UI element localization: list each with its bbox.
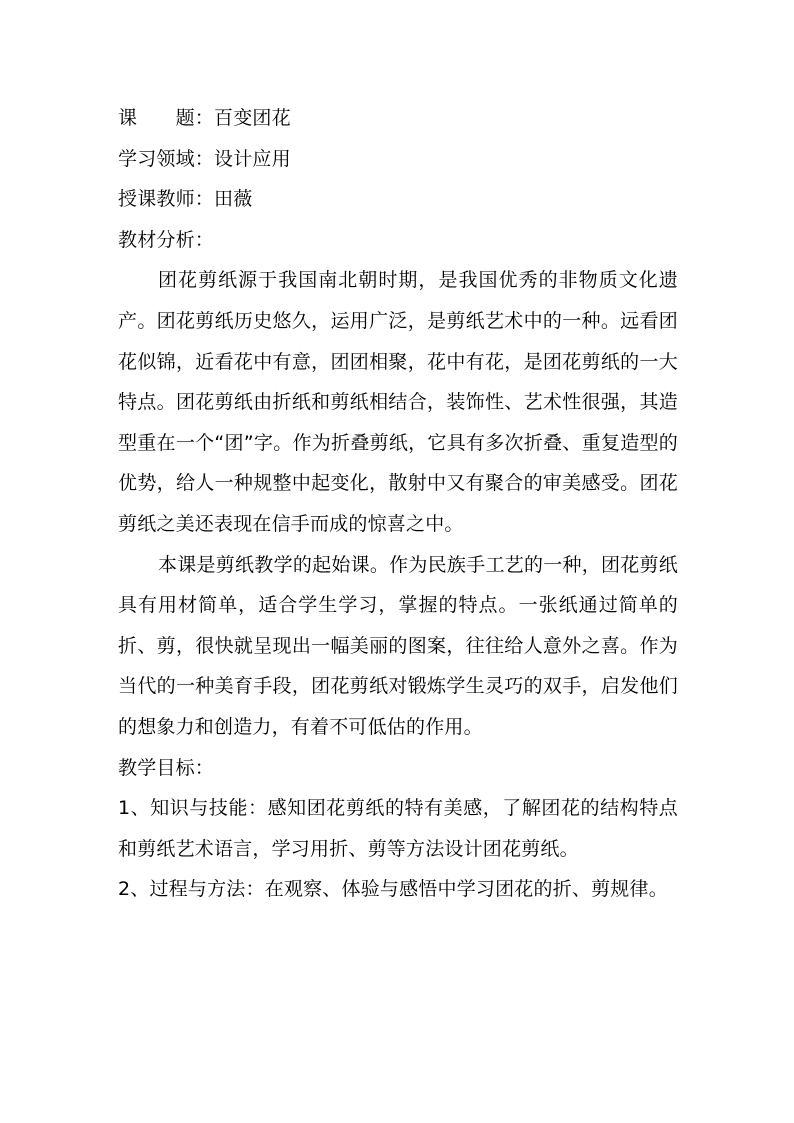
learning-field: 学习领域：设计应用 <box>118 147 291 170</box>
analysis-paragraph-2: 本课是剪纸教学的起始课。作为民族手工艺的一种，团花剪纸具有用材简单，适合学生学习，掌握的特点。一张纸通过简单的折、剪，很快就呈现出一幅美丽的图案，往往给人意外之喜。作为当代的一种美育手段，团花剪纸对锻炼学生灵巧的双手，启发他们的想象力和创造力，有着不可低估的作用。 <box>118 553 678 738</box>
teacher-name: 授课教师：田薇 <box>118 188 253 211</box>
analysis-heading: 教材分析： <box>118 228 215 251</box>
lesson-topic: 课 题：百变团花 <box>118 107 291 129</box>
objective-item-2: 2、过程与方法：在观察、体验与感悟中学习团花的折、剪规律。 <box>118 878 668 901</box>
analysis-paragraph-1: 团花剪纸源于我国南北朝时期，是我国优秀的非物质文化遗产。团花剪纸历史悠久，运用广泛，是剪纸艺术中的一种。远看团花似锦，近看花中有意，团团相聚，花中有花，是团花剪纸的一大特点。团花剪纸由折纸和剪纸相结合，装饰性、艺术性很强，其造型重在一个“团”字。作为折叠剪纸，它具有多次折叠、重复造型的优势，给人一种规整中起变化，散射中又有聚合的审美感受。团花剪纸之美还表现在信手而成的惊喜之中。 <box>118 269 678 535</box>
objective-item-1: 1、知识与技能：感知团花剪纸的特有美感，了解团花的结构特点和剪纸艺术语言，学习用折、剪等方法设计团花剪纸。 <box>118 797 678 860</box>
objectives-heading: 教学目标： <box>118 756 215 779</box>
document-body <box>118 98 678 910</box>
